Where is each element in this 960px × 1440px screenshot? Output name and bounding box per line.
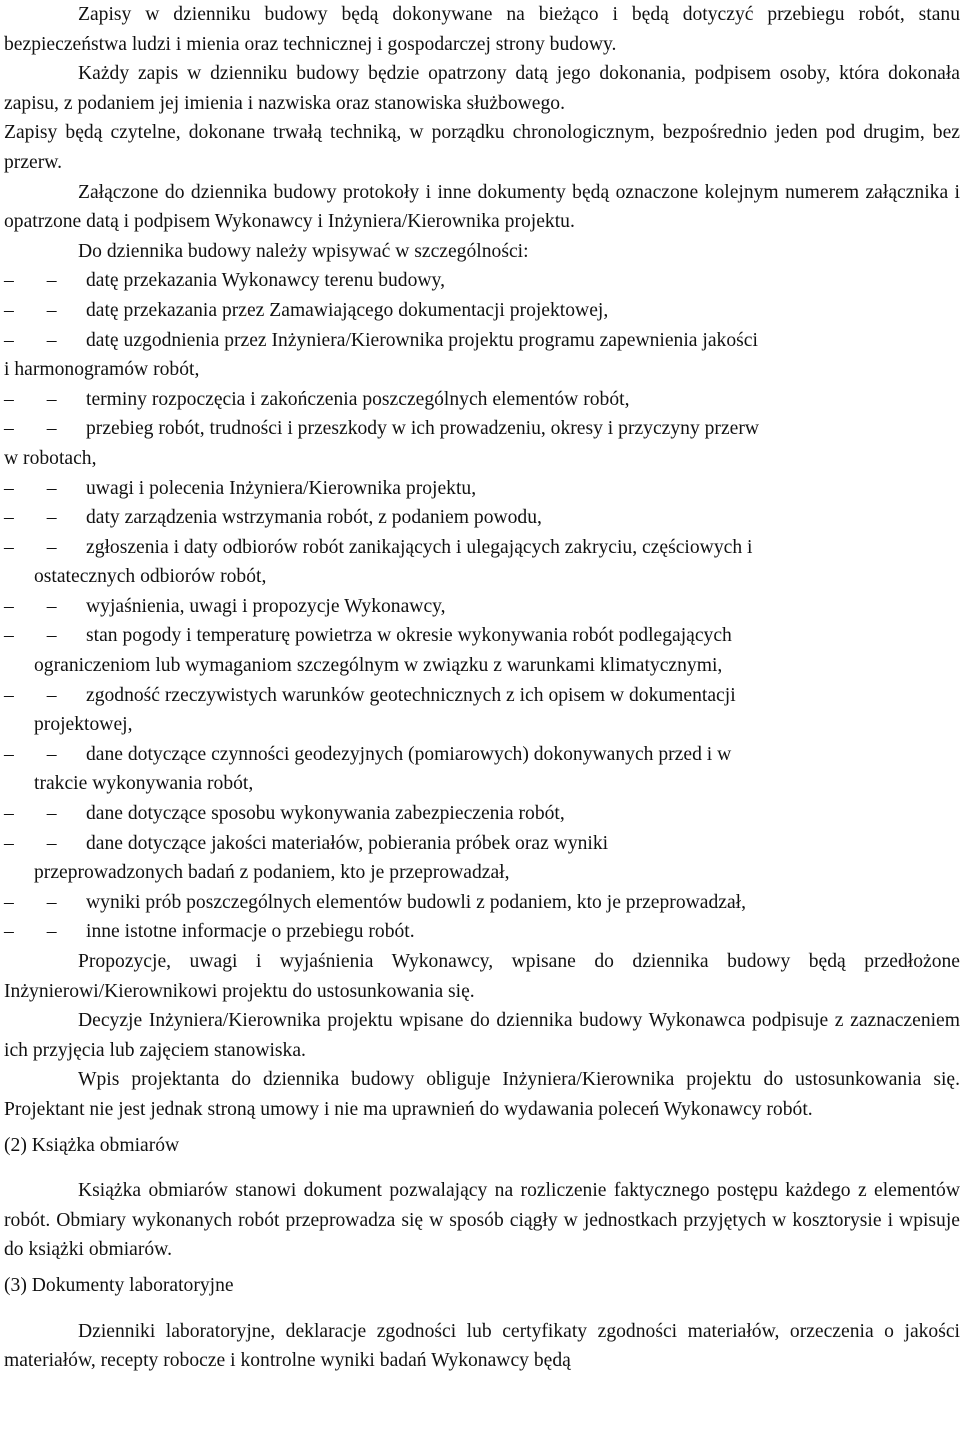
list-item: – – datę uzgodnienia przez Inżyniera/Kierownika projektu programu zapewnienia jakości i harmonogramów robót,: [4, 326, 960, 385]
list-item: – – zgodność rzeczywistych warunków geotechnicznych z ich opisem w dokumentacji projektowej,: [4, 681, 960, 740]
dash-bullet: – –: [4, 329, 71, 351]
list-item: – – przebieg robót, trudności i przeszkody w ich prowadzeniu, okresy i przyczyny przerw w robotach,: [4, 414, 960, 473]
dash-bullet: – –: [4, 684, 71, 706]
dash-bullet: – –: [4, 832, 71, 854]
list-item: – – dane dotyczące jakości materiałów, pobierania próbek oraz wyniki przeprowadzonych badań z podaniem, kto je przeprowadzał,: [4, 829, 960, 888]
list-item: – – zgłoszenia i daty odbiorów robót zanikających i ulegających zakryciu, częściowych i ostatecznych odbiorów robót,: [4, 533, 960, 592]
list-item: – – datę przekazania przez Zamawiającego dokumentacji projektowej,: [4, 296, 960, 326]
list-item: – – dane dotyczące sposobu wykonywania zabezpieczenia robót,: [4, 799, 960, 829]
list-item: – – daty zarządzenia wstrzymania robót, z podaniem powodu,: [4, 503, 960, 533]
list-item: – – wyjaśnienia, uwagi i propozycje Wykonawcy,: [4, 592, 960, 622]
dash-bullet: – –: [4, 418, 71, 440]
dash-bullet: – –: [4, 625, 71, 647]
entries-list: [4, 266, 960, 947]
paragraph-designer-entry: Wpis projektanta do dziennika budowy obliguje Inżyniera/Kierownika projektu do ustosunkowania się. Projektant nie jest jednak stroną umowy i nie ma uprawnień do wydawania poleceń Wykonawcy robót.: [4, 1069, 960, 1120]
paragraph-contractor-proposals: Propozycje, uwagi i wyjaśnienia Wykonawcy, wpisane do dziennika budowy będą przedłożone Inżynierowi/Kierownikowi projektu do ustosunkowania się.: [4, 951, 960, 1002]
dash-bullet: – –: [4, 743, 71, 765]
dash-bullet: – –: [4, 595, 71, 617]
dash-bullet: – –: [4, 388, 71, 410]
list-item: – – stan pogody i temperaturę powietrza w okresie wykonywania robót podlegających ograniczeniom lub wymaganiom szczególnym w związku z warunkami klimatycznymi,: [4, 621, 960, 680]
dash-bullet: – –: [4, 299, 71, 321]
list-item: – – datę przekazania Wykonawcy terenu budowy,: [4, 266, 960, 296]
list-item: – – inne istotne informacje o przebiegu robót.: [4, 917, 960, 947]
list-item: – – uwagi i polecenia Inżyniera/Kierownika projektu,: [4, 474, 960, 504]
section-heading-lab-documents: (3) Dokumenty laboratoryjne: [4, 1274, 234, 1296]
paragraph-engineer-decisions: Decyzje Inżyniera/Kierownika projektu wpisane do dziennika budowy Wykonawca podpisuje z zaznaczeniem ich przyjęcia lub zajęciem stanowiska.: [4, 1010, 960, 1061]
dash-bullet: – –: [4, 891, 71, 913]
paragraph-entry-legibility: Zapisy będą czytelne, dokonane trwałą techniką, w porządku chronologicznym, bezpośrednio jeden pod drugim, bez przerw.: [4, 122, 960, 173]
dash-bullet: – –: [4, 921, 71, 943]
dash-bullet: – –: [4, 477, 71, 499]
list-item: – – dane dotyczące czynności geodezyjnych (pomiarowych) dokonywanych przed i w trakcie wykonywania robót,: [4, 740, 960, 799]
paragraph-entries-scope: Zapisy w dzienniku budowy będą dokonywane na bieżąco i będą dotyczyć przebiegu robót, stanu bezpieczeństwa ludzi i mienia oraz technicznej i gospodarczej strony budowy.: [4, 4, 960, 55]
section-heading-measurement-book: (2) Książka obmiarów: [4, 1134, 180, 1156]
list-item: – – wyniki prób poszczególnych elementów budowli z podaniem, kto je przeprowadzał,: [4, 888, 960, 918]
dash-bullet: – –: [4, 803, 71, 825]
list-item: – – terminy rozpoczęcia i zakończenia poszczególnych elementów robót,: [4, 385, 960, 415]
paragraph-lab-documents: Dzienniki laboratoryjne, deklaracje zgodności lub certyfikaty zgodności materiałów, orzeczenia o jakości materiałów, recepty robocze i kontrolne wyniki badań Wykonawcy będą: [4, 1320, 960, 1372]
dash-bullet: – –: [4, 536, 71, 558]
paragraph-entry-signature: Każdy zapis w dzienniku budowy będzie opatrzony datą jego dokonania, podpisem osoby, która dokonała zapisu, z podaniem jej imienia i nazwiska oraz stanowiska służbowego.: [4, 63, 960, 114]
paragraph-measurement-book: Książka obmiarów stanowi dokument pozwalający na rozliczenie faktycznego postępu każdego z elementów robót. Obmiary wykonanych robót przeprowadza się w sposób ciągły w jednostkach przyjętych w kosztorysie i wpisuje do książki obmiarów.: [4, 1180, 960, 1261]
paragraph-list-intro: Do dziennika budowy należy wpisywać w szczególności:: [78, 240, 529, 262]
paragraph-attachments: Załączone do dziennika budowy protokoły i inne dokumenty będą oznaczone kolejnym numerem załącznika i opatrzone datą i podpisem Wykonawcy i Inżyniera/Kierownika projektu.: [4, 181, 960, 233]
dash-bullet: – –: [4, 270, 71, 292]
dash-bullet: – –: [4, 507, 71, 529]
